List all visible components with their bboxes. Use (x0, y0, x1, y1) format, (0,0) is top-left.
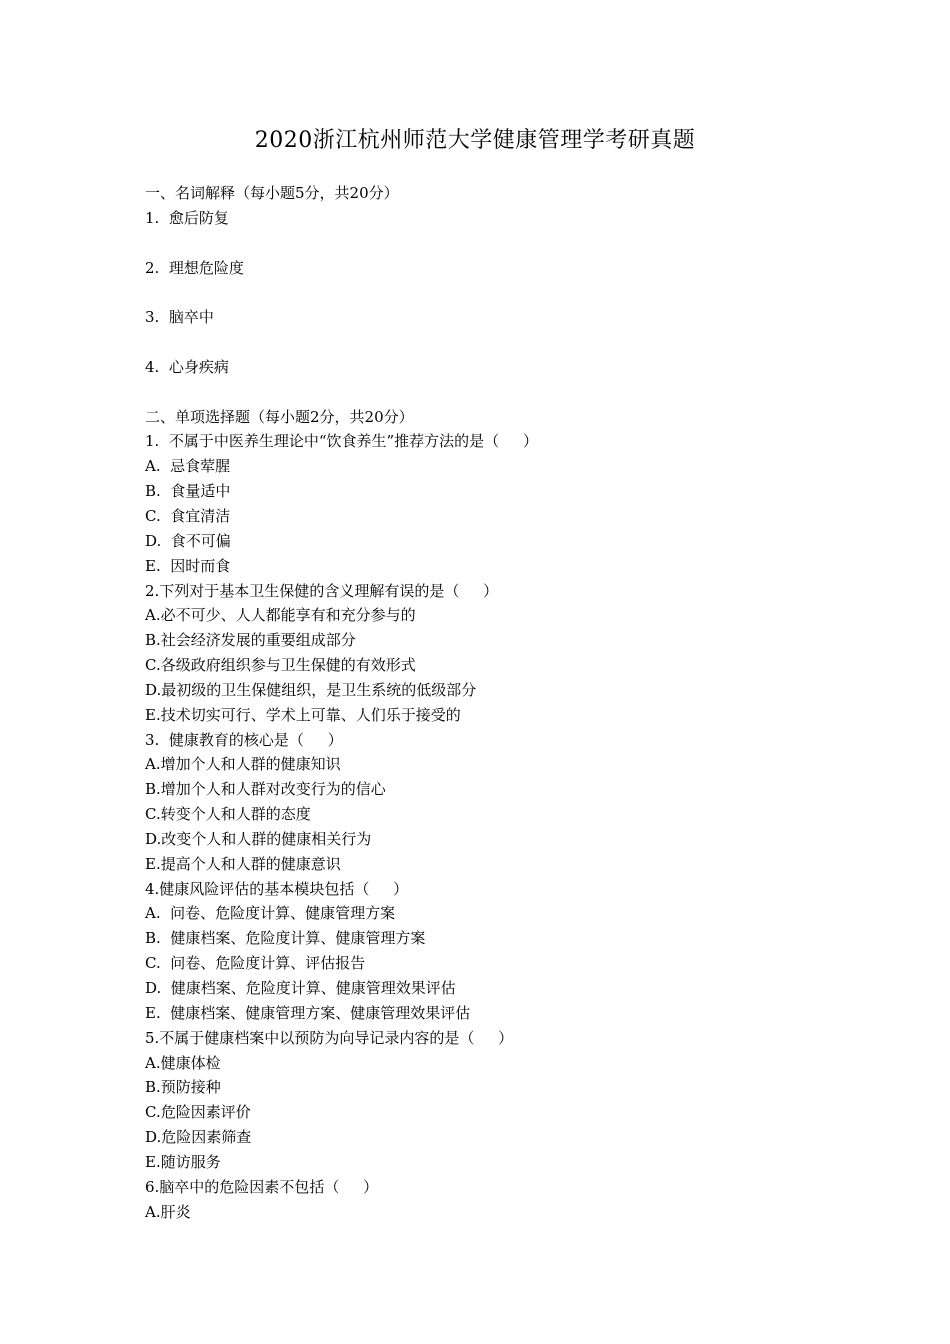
term-item-4: 4. 心身疾病 (145, 357, 229, 376)
question-3-option-d: D.改变个人和人群的健康相关行为 (145, 829, 372, 848)
section1-heading: 一、名词解释（每小题5分，共20分） (145, 184, 399, 202)
question-1-option-a: A. 忌食荤腥 (145, 457, 231, 476)
question-5-option-d: D.危险因素筛查 (145, 1128, 252, 1147)
answer-space (145, 231, 825, 256)
term-item-1: 1. 愈后防复 (145, 208, 229, 227)
question-5-stem: 5.不属于健康档案中以预防为向导记录内容的是（ ） (145, 1028, 514, 1047)
question-3-option-a: A.增加个人和人群的健康知识 (145, 755, 341, 774)
question-1-stem: 1. 不属于中医养生理论中“饮食养生”推荐方法的是（ ） (145, 432, 539, 451)
question-4-option-b: B. 健康档案、危险度计算、健康管理方案 (145, 929, 426, 948)
document-body (145, 181, 825, 1224)
question-5-option-c: C.危险因素评价 (145, 1103, 251, 1122)
question-1-option-e: E. 因时而食 (145, 556, 231, 575)
question-4-option-a: A. 问卷、危险度计算、健康管理方案 (145, 904, 396, 923)
question-2-option-d: D.最初级的卫生保健组织，是卫生系统的低级部分 (145, 680, 477, 699)
question-4-stem: 4.健康风险评估的基本模块包括（ ） (145, 879, 409, 898)
question-3-option-e: E.提高个人和人群的健康意识 (145, 854, 341, 873)
question-6-stem: 6.脑卒中的危险因素不包括（ ） (145, 1177, 379, 1196)
section2-heading: 二、单项选择题（每小题2分，共20分） (145, 407, 414, 426)
answer-space (145, 330, 825, 355)
document-title: 2020浙江杭州师范大学健康管理学考研真题 (254, 128, 696, 153)
question-4-option-c: C. 问卷、危险度计算、评估报告 (145, 954, 366, 973)
question-1-option-d: D. 食不可偏 (145, 531, 231, 550)
answer-space (145, 380, 825, 405)
question-2-option-a: A.必不可少、人人都能享有和充分参与的 (145, 606, 416, 625)
term-item-2: 2. 理想危险度 (145, 258, 244, 277)
question-3-option-b: B.增加个人和人群对改变行为的信心 (145, 780, 386, 799)
question-5-option-b: B.预防接种 (145, 1078, 221, 1097)
answer-space (145, 280, 825, 305)
question-3-option-c: C.转变个人和人群的态度 (145, 805, 311, 824)
question-3-stem: 3. 健康教育的核心是（ ） (145, 730, 343, 749)
question-2-option-e: E.技术切实可行、学术上可靠、人们乐于接受的 (145, 705, 461, 724)
question-1-option-c: C. 食宜清洁 (145, 506, 231, 525)
question-6-option-a: A.肝炎 (145, 1202, 191, 1221)
question-2-option-b: B.社会经济发展的重要组成部分 (145, 631, 356, 650)
question-2-option-c: C.各级政府组织参与卫生保健的有效形式 (145, 656, 416, 675)
question-5-option-e: E.随访服务 (145, 1152, 221, 1171)
question-5-option-a: A.健康体检 (145, 1053, 221, 1072)
term-item-3: 3. 脑卒中 (145, 308, 214, 327)
question-4-option-e: E. 健康档案、健康管理方案、健康管理效果评估 (145, 1003, 471, 1022)
question-2-stem: 2.下列对于基本卫生保健的含义理解有误的是（ ） (145, 581, 499, 600)
question-4-option-d: D. 健康档案、危险度计算、健康管理效果评估 (145, 979, 456, 997)
question-1-option-b: B. 食量适中 (145, 482, 231, 501)
